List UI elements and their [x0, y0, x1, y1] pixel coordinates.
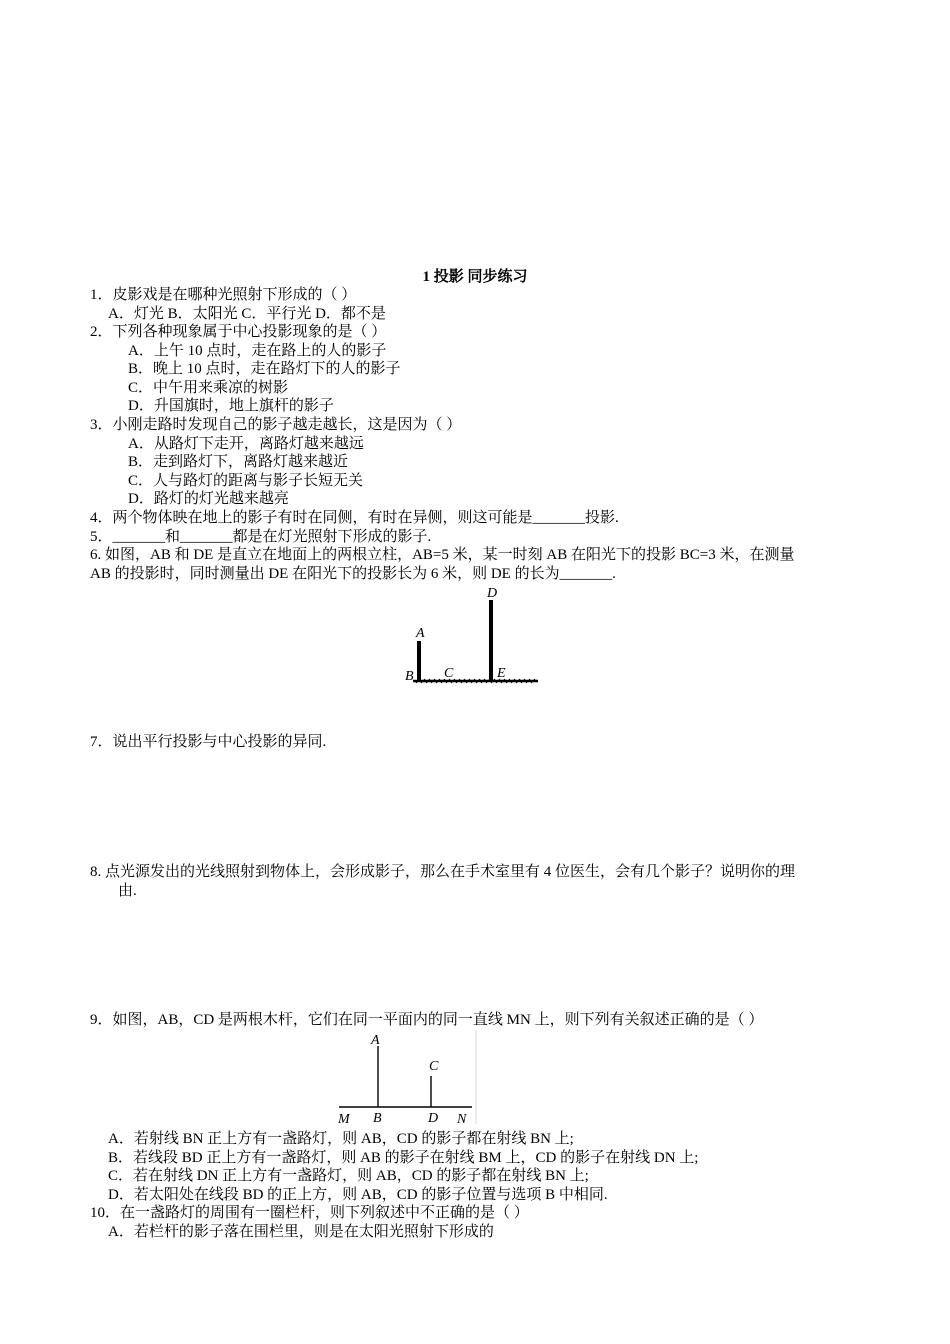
label-a: A	[371, 1033, 380, 1048]
question-10-option-a: A．若栏杆的影子落在围栏里，则是在太阳光照射下形成的	[108, 1224, 494, 1240]
question-3-option-c: C．人与路灯的距离与影子长短无关	[128, 473, 364, 489]
figure-poles	[333, 1028, 483, 1126]
page-title: 1 投影 同步练习	[422, 269, 528, 285]
question-3-option-a: A．从路灯下走开，离路灯越来越远	[128, 436, 364, 452]
question-4: 4．两个物体映在地上的影子有时在同侧，有时在异侧，则这可能是_______投影.	[90, 510, 619, 526]
label-c: C	[444, 666, 454, 681]
question-1: 1．皮影戏是在哪种光照射下形成的（ ）	[90, 287, 357, 303]
label-n: N	[457, 1112, 467, 1126]
question-6-line-1: 6. 如图，AB 和 DE 是直立在地面上的两根立柱，AB=5 米，某一时刻 AB 在阳光下的投影 BC=3 米，在测量	[90, 547, 795, 563]
label-a: A	[416, 626, 425, 641]
label-e: E	[497, 666, 506, 681]
question-7: 7．说出平行投影与中心投影的异同.	[90, 734, 327, 750]
question-2-option-c: C．中午用来乘凉的树影	[128, 380, 289, 396]
question-5: 5．_______和_______都是在灯光照射下形成的影子.	[90, 529, 432, 545]
question-9-option-b: B．若线段 BD 正上方有一盏路灯，则 AB 的影子在射线 BM 上，CD 的影子在射线 DN 上;	[108, 1150, 699, 1166]
question-8-line-1: 8. 点光源发出的光线照射到物体上，会形成影子，那么在手术室里有 4 位医生，会有几个影子？说明你的理	[90, 864, 796, 880]
question-10: 10．在一盏路灯的周围有一圈栏杆，则下列叙述中不正确的是（ ）	[90, 1205, 529, 1221]
question-3-option-b: B．走到路灯下，离路灯越来越近	[128, 454, 349, 470]
label-c: C	[429, 1059, 439, 1074]
label-m: M	[338, 1112, 350, 1126]
question-9-option-d: D．若太阳处在线段 BD 的正上方，则 AB，CD 的影子位置与选项 B 中相同.	[108, 1187, 608, 1203]
question-6-line-2: AB 的投影时，同时测量出 DE 在阳光下的投影长为 6 米，则 DE 的长为_______.	[90, 566, 616, 582]
label-d: D	[487, 586, 498, 601]
question-2-option-b: B．晚上 10 点时，走在路灯下的人的影子	[128, 361, 401, 377]
question-1-options: A．灯光 B．太阳光 C．平行光 D．都不是	[108, 306, 386, 322]
label-b: B	[373, 1111, 382, 1126]
question-3-option-d: D．路灯的灯光越来越亮	[128, 491, 289, 507]
pillar-de	[489, 600, 493, 681]
question-8-line-2: 由.	[118, 883, 137, 899]
question-2: 2．下列各种现象属于中心投影现象的是（ ）	[90, 324, 387, 340]
label-d: D	[428, 1111, 439, 1126]
question-2-option-d: D．升国旗时，地上旗杆的影子	[128, 398, 334, 414]
label-b: B	[405, 669, 414, 684]
question-3: 3．小刚走路时发现自己的影子越走越长，这是因为（ ）	[90, 417, 462, 433]
pillar-ab	[417, 641, 421, 681]
question-9-option-c: C．若在射线 DN 正上方有一盏路灯，则 AB，CD 的影子都在射线 BN 上;	[108, 1168, 589, 1184]
question-9: 9．如图，AB，CD 是两根木杆，它们在同一平面内的同一直线 MN 上，则下列有关叙述正确的是（ ）	[90, 1012, 764, 1028]
question-9-option-a: A．若射线 BN 正上方有一盏路灯，则 AB，CD 的影子都在射线 BN 上;	[108, 1131, 574, 1147]
figure-pillars	[400, 583, 545, 688]
question-2-option-a: A．上午 10 点时，走在路上的人的影子	[128, 343, 387, 359]
